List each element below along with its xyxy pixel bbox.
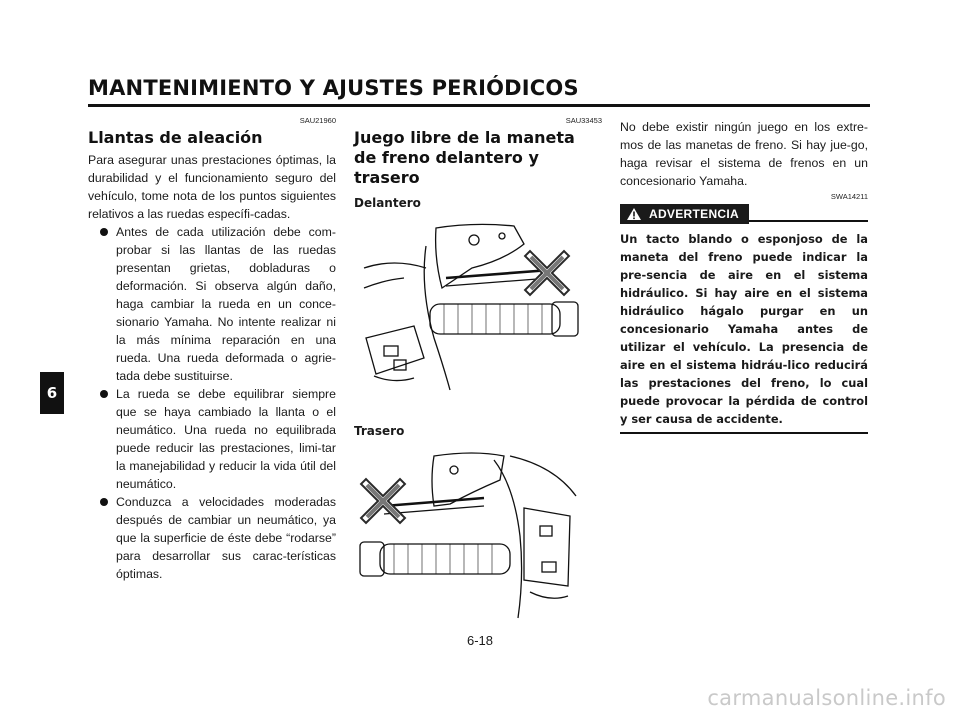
alloy-wheels-intro: Para asegurar unas prestaciones óptimas, la durabilidad y el funcionamiento seguro del vehículo, tome nota de los puntos siguientes relativos a las ruedas específi-cadas. (88, 153, 336, 221)
list-item: Antes de cada utilización debe com-probar si las llantas de las ruedas presentan grietas, dobladuras o deformación. Si observa algún daño, haga cambiar la rueda en un conce-sionario Yamaha. No intente realizar ni la más mínima reparación en una rueda. Una rueda deformada o agrie-tada debe sustituirse. (88, 223, 336, 385)
alloy-wheels-list (88, 223, 336, 583)
header-rule (88, 104, 870, 107)
warning-badge (620, 204, 749, 224)
brake-play-intro: No debe existir ningún juego en los extre-mos de las manetas de freno. Si hay jue-go, haga revisar el sistema de frenos en un concesionario Yamaha. (620, 120, 868, 188)
chapter-tab: 6 (40, 372, 64, 414)
front-brake-lever-illustration (354, 218, 584, 396)
warning-code: SWA14211 (830, 192, 868, 201)
warning-end-rule (620, 432, 868, 434)
warning-rule (749, 220, 868, 222)
front-label: Delantero (354, 196, 421, 210)
watermark: carmanualsonline.info (707, 686, 946, 710)
column-brake-warning (620, 118, 868, 434)
list-item: La rueda se debe equilibrar siempre que se haya cambiado la llanta o el neumático. Una rueda no equilibrada puede reducir las prestaciones, limi-tar la manejabilidad y reducir la vida útil del neumático. (88, 385, 336, 493)
column-brake-lever (354, 108, 602, 624)
section-title-brake-lever: Juego libre de la maneta de freno delantero y trasero (354, 128, 575, 187)
list-item: Conduzca a velocidades moderadas después de cambiar un neumático, ya que la superficie de éste debe “rodarse” para desarrollar sus carac-terísticas óptimas. (88, 493, 336, 583)
section-code: SAU33453 (565, 116, 602, 125)
section-code: SAU21960 (299, 116, 336, 125)
warning-text: Un tacto blando o esponjoso de la maneta del freno puede indicar la pre-sencia de aire en el sistema hidráulico. Si hay aire en el sistema hidráulico hágalo purgar en un concesionario Yamaha antes de utilizar el vehículo. La presencia de aire en el sistema hidráu-lico reducirá las prestaciones del freno, lo cual puede provocar la pérdida de control y ser causa de accidente. (620, 232, 868, 426)
bullet-icon (100, 390, 108, 398)
warning-triangle-icon (626, 207, 642, 221)
bullet-icon (100, 228, 108, 236)
rear-brake-lever-illustration (354, 446, 584, 624)
section-title-alloy-wheels: Llantas de aleación (88, 128, 263, 147)
column-alloy-wheels (88, 108, 336, 583)
bullet-icon (100, 498, 108, 506)
page-number: 6-18 (466, 633, 494, 648)
warning-label: ADVERTENCIA (649, 207, 739, 221)
rear-label: Trasero (354, 424, 405, 438)
page-header-title: MANTENIMIENTO Y AJUSTES PERIÓDICOS (88, 76, 579, 100)
warning-header (620, 204, 868, 224)
